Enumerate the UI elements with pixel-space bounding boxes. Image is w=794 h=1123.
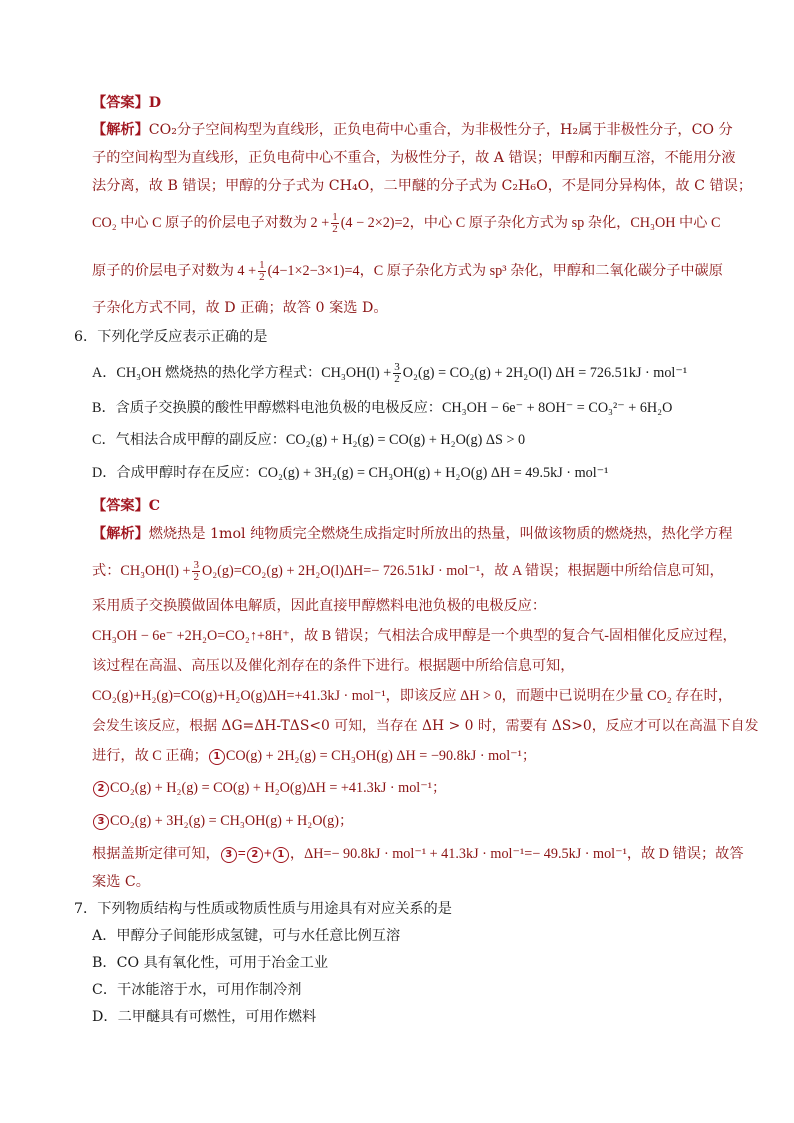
plus-sign: + [263,846,272,862]
q6-analysis-line-2 [92,560,724,583]
analysis-text: 燃烧热是 1mol 纯物质完全燃烧生成指定时所放出的热量，叫做该物质的燃烧热，热化学方程 [148,526,733,542]
q6-analysis-line-3: 采用质子交换膜做固体电解质，因此直接甲醇燃料电池负极的电极反应： [92,598,547,614]
q6-option-c: C．气相法合成甲醇的副反应：CO₂(g) + H₂(g) = CO(g) + H₂O(g) ΔS > 0 [92,432,526,448]
analysis-tag: 【解析】 [92,122,149,138]
circled-number-2: 2 [247,847,263,863]
q5-answer [92,93,161,113]
analysis-text: 式：CH₃OH(l) + [92,562,191,579]
q6-answer [92,496,160,516]
q5-analysis-line-2: 子的空间构型为直线形，正负电荷中心不重合，为极性分子，故 A 错误；甲醇和丙酮互溶，不能用分液 [92,150,736,166]
q7-option-c: C．干冰能溶于水，可用作制冷剂 [92,982,302,998]
q6-analysis-line-1 [92,524,732,544]
q6-option-d: D．合成甲醇时存在反应：CO₂(g) + 3H₂(g) = CH₃OH(g) + H₂O(g) ΔH = 49.5kJ · mol⁻¹ [92,465,609,481]
equals-sign: = [237,846,246,862]
fraction-numerator: 3 [394,361,400,373]
analysis-text: 进行，故 C 正确； [92,748,208,764]
fraction-numerator: 1 [332,211,338,223]
q7-stem: 7．下列物质结构与性质或物质性质与用途具有对应关系的是 [74,901,452,917]
analysis-text: (4 − 2×2)=2，中心 C 原子杂化方式为 sp 杂化，CH₃OH 中心 C [340,214,721,231]
q6-analysis-line-12: 案选 C。 [92,874,150,890]
fraction-denominator: 2 [259,271,265,283]
q6-analysis-line-11 [92,844,744,864]
circled-number-3: 3 [93,814,109,830]
analysis-text: CO₂(g) + 3H₂(g) = CH₃OH(g) + H₂O(g)； [110,813,354,829]
q6-analysis-line-7: 会发生该反应，根据 ΔG=ΔH-TΔS<0 可知，当存在 ΔH > 0 时，需要有 ΔS>0，反应才可以在高温下自发 [92,718,759,734]
analysis-text: CO₂ 中心 C 原子的价层电子对数为 2 + [92,214,330,231]
q6-analysis-line-5: 该过程在高温、高压以及催化剂存在的条件下进行。根据题中所给信息可知， [92,658,575,674]
analysis-text: ，ΔH=− 90.8kJ · mol⁻¹ + 41.3kJ · mol⁻¹=− 49.5kJ · mol⁻¹，故 D 错误；故答 [289,846,744,862]
fraction [331,212,339,235]
analysis-text: CO₂分子空间构型为直线形，正负电荷中心重合，为非极性分子，H₂属于非极性分子，CO 分 [148,122,733,138]
analysis-text: 根据盖斯定律可知， [92,846,220,862]
q6-option-b: B．含质子交换膜的酸性甲醇燃料电池负极的电极反应：CH₃OH − 6e⁻ + 8OH⁻ = CO₃²⁻ + 6H₂O [92,400,673,416]
option-text: O₂(g) = CO₂(g) + 2H₂O(l) ΔH = 726.51kJ · mol⁻¹ [402,364,688,381]
analysis-text: CO₂(g) + H₂(g) = CO(g) + H₂O(g)ΔH = +41.3kJ · mol⁻¹； [110,780,447,796]
q6-analysis-line-10 [92,811,353,831]
q6-stem: 6．下列化学反应表示正确的是 [74,329,268,345]
analysis-tag: 【解析】 [92,526,149,542]
fraction [192,560,200,583]
circled-number-1: 1 [273,847,289,863]
q7-option-b: B．CO 具有氧化性，可用于冶金工业 [92,955,329,971]
analysis-text: O₂(g)=CO₂(g) + 2H₂O(l)ΔH=− 726.51kJ · mol⁻¹，故 A 错误；根据题中所给信息可知， [201,562,724,579]
fraction-denominator: 2 [394,373,400,385]
q7-option-d: D．二甲醚具有可燃性，可用作燃料 [92,1009,317,1025]
fraction-numerator: 1 [259,259,265,271]
q6-analysis-line-9 [92,778,446,798]
q5-analysis-line-3: 法分离，故 B 错误；甲醇的分子式为 CH₄O，二甲醚的分子式为 C₂H₆O，不是同分异构体，故 C 错误； [92,178,753,194]
q6-analysis-line-8 [92,746,536,766]
q6-analysis-line-4: CH₃OH − 6e⁻ +2H₂O=CO₂↑+8H⁺，故 B 错误；气相法合成甲醇是一个典型的复合气-固相催化反应过程， [92,628,737,644]
answer-tag: 【答案】 [92,498,149,514]
answer-value: C [148,498,161,514]
answer-value: D [148,95,162,111]
fraction-numerator: 3 [193,559,199,571]
q5-analysis-line-1 [92,120,733,140]
option-text: A．CH₃OH 燃烧热的热化学方程式：CH₃OH(l) + [92,364,392,381]
q6-analysis-line-6: CO₂(g)+H₂(g)=CO(g)+H₂O(g)ΔH=+41.3kJ · mol⁻¹，即该反应 ΔH > 0，而题中已说明在少量 CO₂ 存在时， [92,688,733,704]
q5-analysis-line-4 [92,212,720,235]
fraction [258,260,266,283]
fraction-denominator: 2 [193,571,199,583]
circled-number-2: 2 [93,781,109,797]
q5-analysis-line-5 [92,260,723,283]
q6-option-a [92,362,687,385]
answer-tag: 【答案】 [92,95,149,111]
analysis-text: CO(g) + 2H₂(g) = CH₃OH(g) ΔH = −90.8kJ · mol⁻¹； [225,748,537,764]
fraction [393,362,401,385]
q7-option-a: A．甲醇分子间能形成氢键，可与水任意比例互溶 [92,928,401,944]
analysis-text: 原子的价层电子对数为 4 + [92,262,257,279]
q5-analysis-line-6: 子杂化方式不同，故 D 正确；故答 0 案选 D。 [92,300,388,316]
fraction-denominator: 2 [332,223,338,235]
circled-number-3: 3 [221,847,237,863]
circled-number-1: 1 [209,749,225,765]
analysis-text: (4−1×2−3×1)=4，C 原子杂化方式为 sp³ 杂化，甲醇和二氧化碳分子中碳原 [267,262,723,279]
